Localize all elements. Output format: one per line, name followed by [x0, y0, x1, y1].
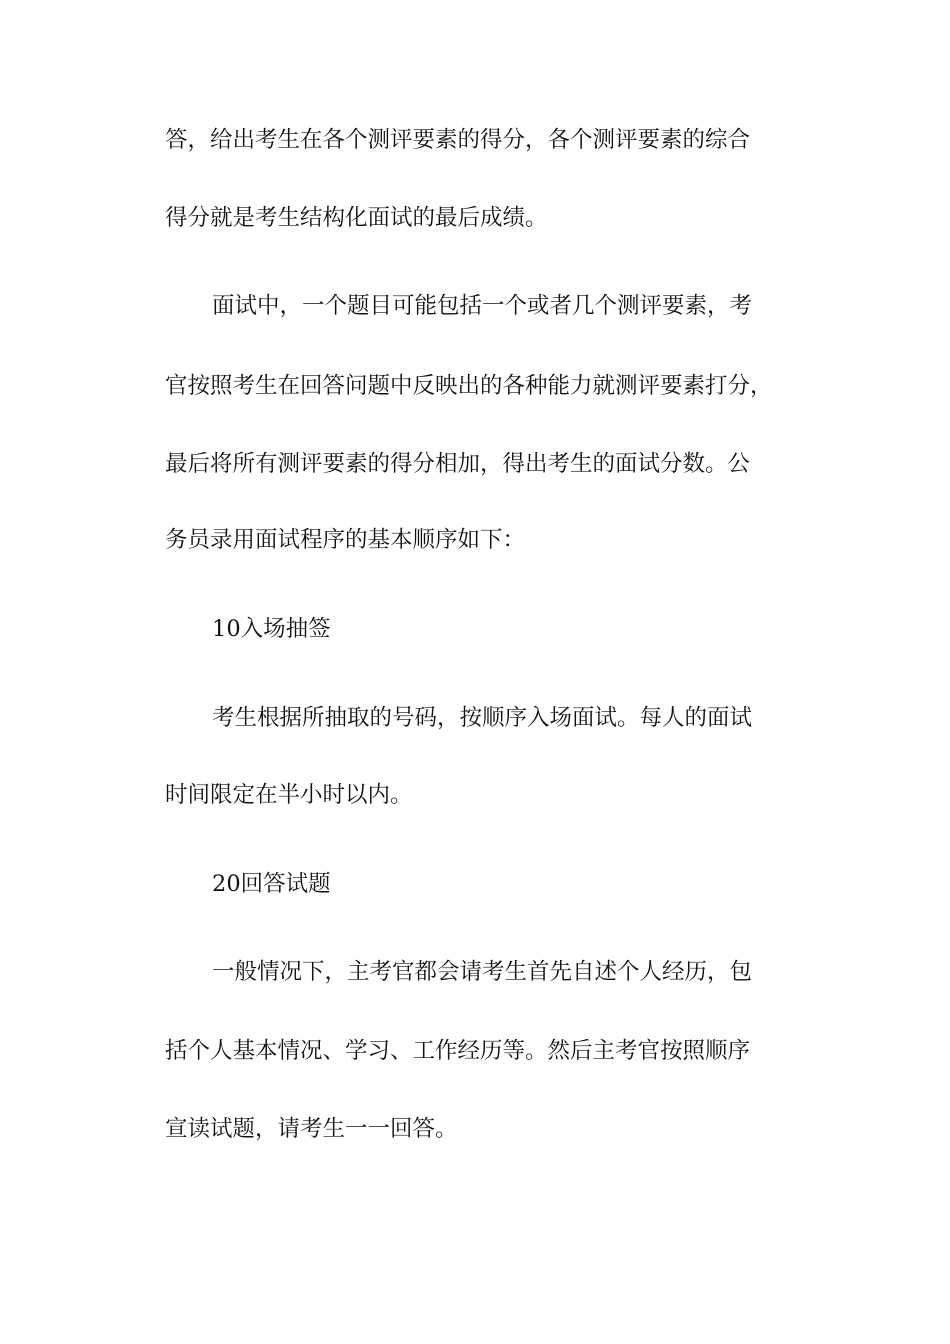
paragraph-line: 宣读试题，请考生一一回答。: [165, 1116, 458, 1142]
paragraph-line: 答，给出考生在各个测评要素的得分，各个测评要素的综合: [165, 127, 751, 153]
paragraph-line: 得分就是考生结构化面试的最后成绩。: [165, 205, 548, 231]
paragraph-line: 时间限定在半小时以内。: [165, 782, 413, 808]
paragraph-line: 务员录用面试程序的基本顺序如下：: [165, 527, 526, 553]
paragraph-line: 面试中，一个题目可能包括一个或者几个测评要素，考: [212, 293, 753, 319]
paragraph-line: 考生根据所抽取的号码，按顺序入场面试。每人的面试: [212, 705, 753, 731]
paragraph-line: 括个人基本情况、学习、工作经历等。然后主考官按照顺序: [165, 1038, 751, 1064]
paragraph-line: 一般情况下，主考官都会请考生首先自述个人经历，包: [212, 959, 753, 985]
paragraph-line: 官按照考生在回答问题中反映出的各种能力就测评要素打分，: [165, 373, 773, 399]
paragraph-line: 最后将所有测评要素的得分相加，得出考生的面试分数。公: [165, 451, 751, 477]
section-heading: 20回答试题: [212, 871, 331, 897]
section-heading: 10入场抽签: [212, 616, 331, 642]
